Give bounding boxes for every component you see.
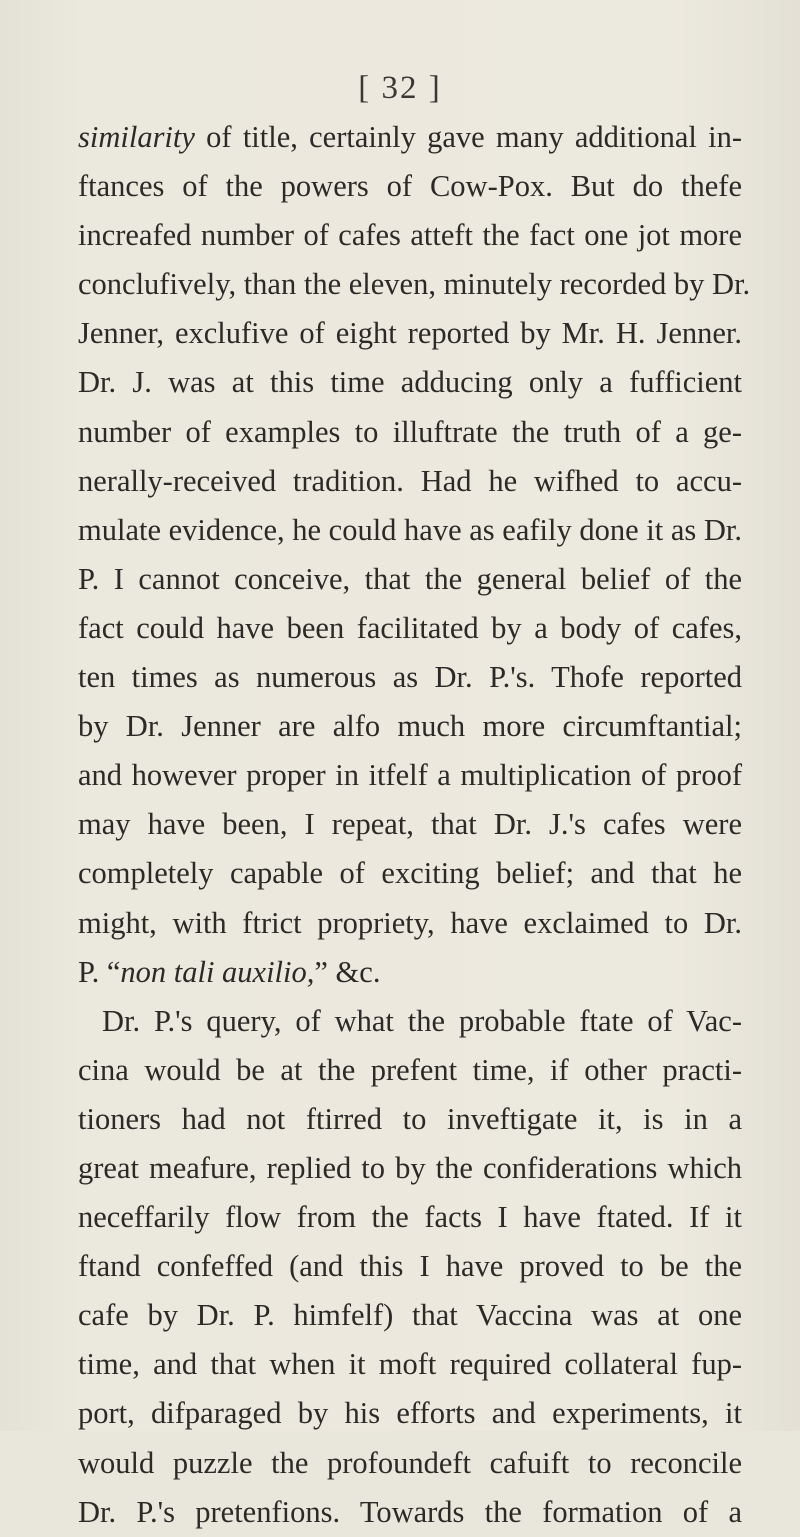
text-line: Dr. P.'s pretenfions. Towards the formation of a xyxy=(78,1494,742,1529)
text-line: P. I cannot conceive, that the general belief of the xyxy=(78,561,742,596)
text-line: neceffarily flow from the facts I have ftated. If it xyxy=(78,1200,742,1235)
text-line: port, difparaged by his efforts and experiments, it xyxy=(78,1396,742,1431)
text-line: by Dr. Jenner are alfo much more circumftantial; xyxy=(78,709,742,744)
text-line: similarity of title, certainly gave many additional in- xyxy=(78,120,742,154)
page-number: [ 32 ] xyxy=(358,70,442,106)
text-line: would puzzle the profoundeft cafuift to reconcile xyxy=(78,1445,742,1480)
text-line: mulate evidence, he could have as eafily done it as Dr. xyxy=(78,512,742,547)
text-line: Dr. J. was at this time adducing only a fufficient xyxy=(78,365,742,400)
text-line: ftances of the powers of Cow-Pox. But do thefe xyxy=(78,169,742,204)
text-line: conclufively, than the eleven, minutely recorded by Dr. xyxy=(78,267,751,302)
text-line: may have been, I repeat, that Dr. J.'s cafes were xyxy=(78,807,742,842)
text-line: and however proper in itfelf a multiplication of proof xyxy=(78,758,742,793)
text-line: completely capable of exciting belief; and that he xyxy=(78,856,742,891)
text-line: great meafure, replied to by the confiderations which xyxy=(78,1150,742,1185)
text-line: might, with ftrict propriety, have exclaimed to Dr. xyxy=(78,905,742,940)
text-line: nerally-received tradition. Had he wifhed to accu- xyxy=(78,463,742,498)
text-line: increafed number of cafes atteft the fact one jot more xyxy=(78,218,742,253)
text-line: tioners had not ftirred to inveftigate it, is in a xyxy=(78,1101,742,1136)
paragraph-start-line: Dr. P.'s query, of what the probable ftate of Vac- xyxy=(102,1003,742,1038)
text-line: ten times as numerous as Dr. P.'s. Thofe reported xyxy=(78,660,742,695)
text-line: ftand confeffed (and this I have proved to be the xyxy=(78,1249,742,1284)
text-line: fact could have been facilitated by a body of cafes, xyxy=(78,610,742,645)
text-line: cafe by Dr. P. himfelf) that Vaccina was at one xyxy=(78,1298,742,1333)
text-line: cina would be at the prefent time, if other practi- xyxy=(78,1052,742,1087)
text-line: number of examples to illuftrate the truth of a ge- xyxy=(78,414,742,449)
body-text xyxy=(78,113,751,1537)
paragraph-end-line: P. “non tali auxilio,” &c. xyxy=(78,954,381,989)
text-line: Jenner, exclufive of eight reported by Mr. H. Jenner. xyxy=(78,316,742,351)
text-line: time, and that when it moft required collateral fup- xyxy=(78,1347,742,1382)
